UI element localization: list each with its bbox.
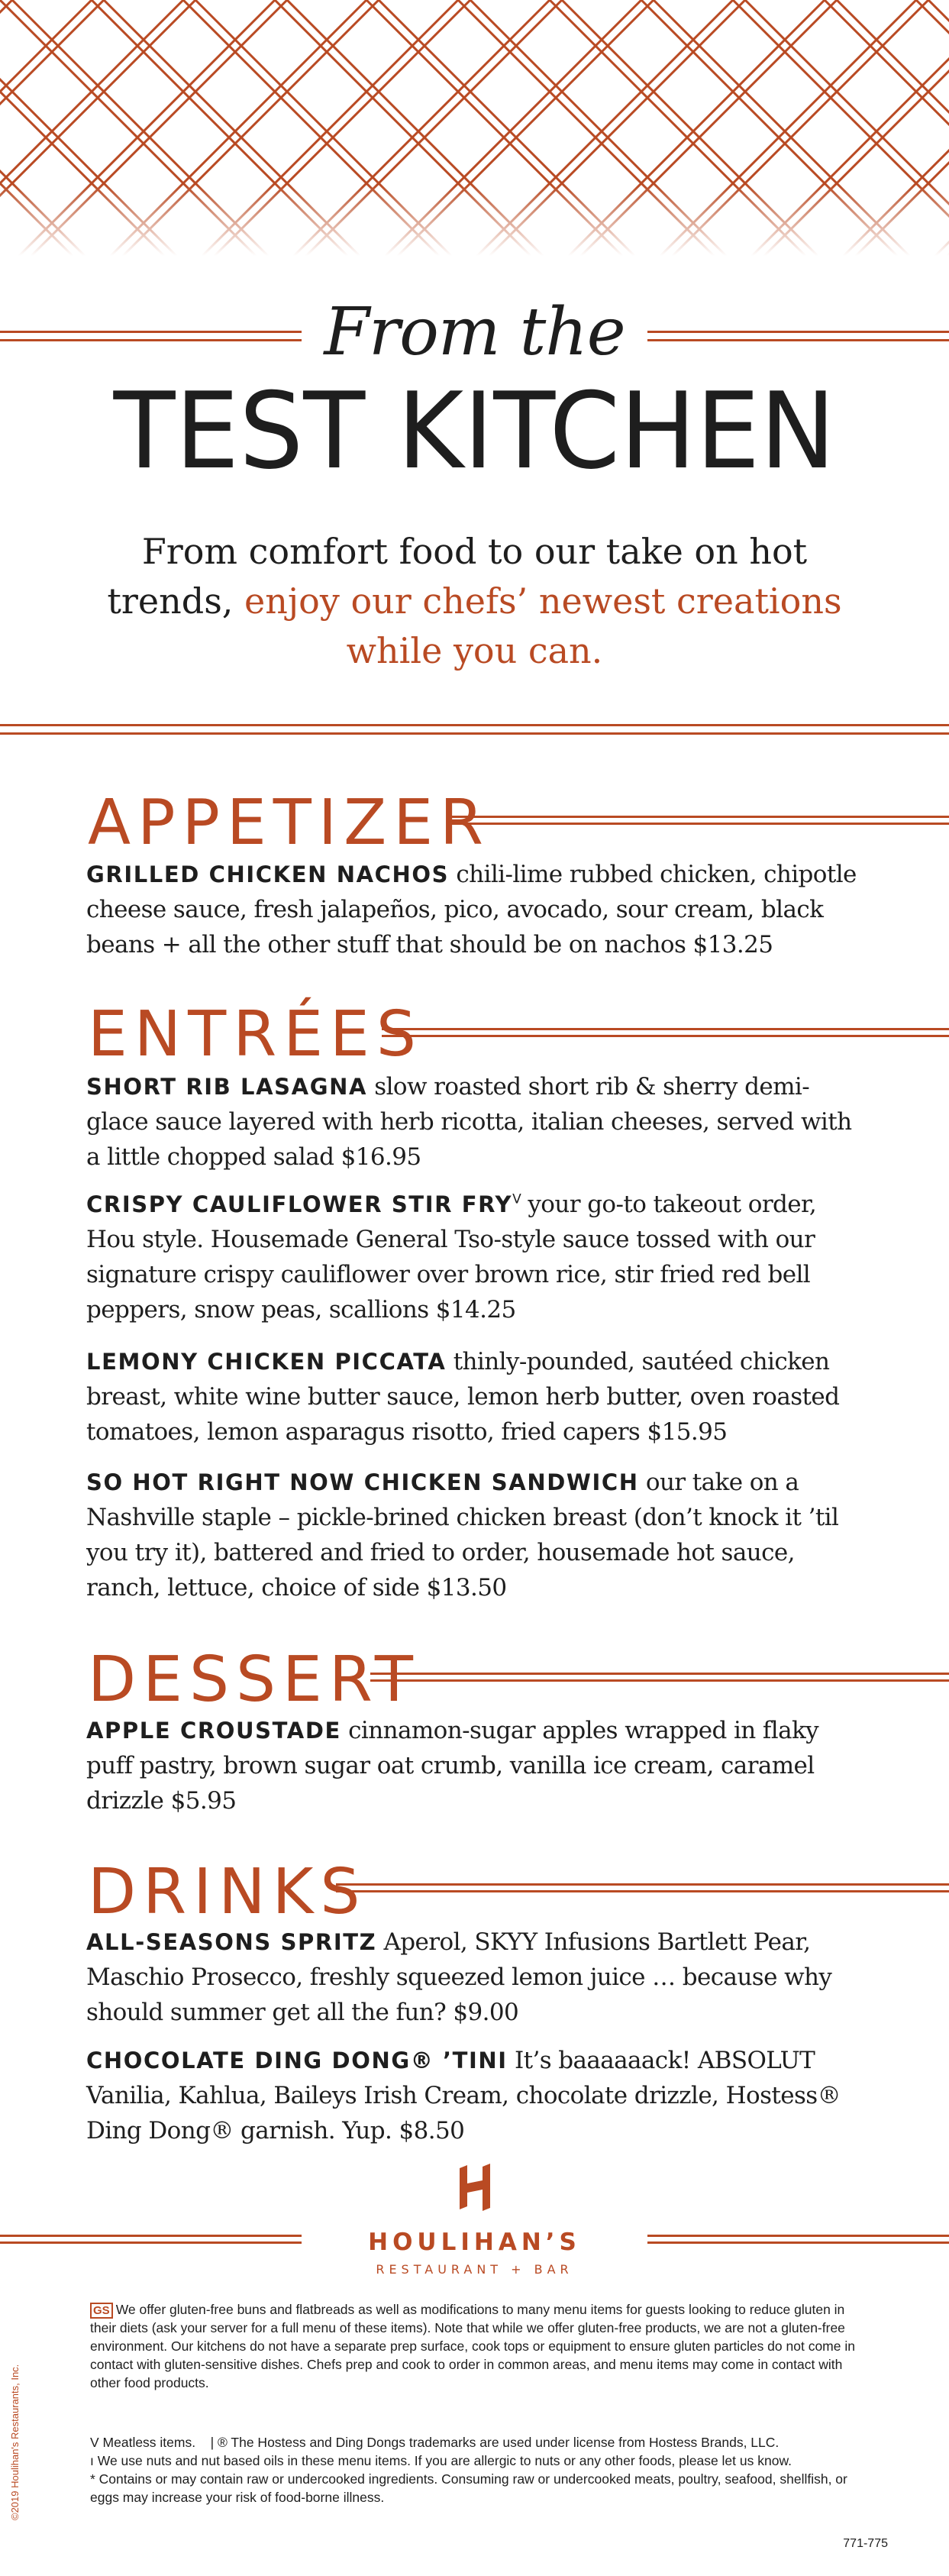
brand-name: HOULIHAN’S — [368, 2229, 581, 2256]
menu-item-price: $14.25 — [435, 1296, 516, 1324]
raw-note: * Contains or may contain raw or undercooked ingredients. Consuming raw or undercooked meats, poultry, seafood, shellfish, or eggs may increase your risk of food-borne illness. — [90, 2471, 847, 2505]
diamond-lattice-pattern — [0, 0, 949, 256]
menu-item — [86, 857, 869, 962]
menu-item-desc: your go-to takeout order, Hou style. Housemade General Tso-style sauce tossed with our signature crispy cauliflower over brown rice, stir fried red bell peppers, snow peas, scallions — [86, 1191, 817, 1324]
menu-item-desc: Aperol, SKYY Infusions Bartlett Pear, Maschio Prosecco, freshly squeezed lemon juice … because why should summer get all the fun? — [86, 1928, 832, 2026]
menu-item — [86, 2043, 869, 2148]
menu-item-name: GRILLED CHICKEN NACHOS — [86, 861, 450, 887]
menu-item-name: SO HOT RIGHT NOW CHICKEN SANDWICH — [86, 1469, 639, 1495]
gs-badge: GS — [90, 2303, 113, 2319]
menu-item-name: SHORT RIB LASAGNA — [86, 1074, 368, 1100]
intro-plain: From comfort food to our take on hot trends, — [107, 531, 808, 622]
header-intro — [76, 527, 873, 676]
trademark-note: | ® The Hostess and Ding Dongs trademarks are used under license from Hostess Brands, LLC. — [210, 2435, 780, 2450]
gluten-disclaimer — [90, 2300, 861, 2392]
gluten-note: We offer gluten-free buns and flatbreads as well as modifications to many menu items for guests looking to reduce gluten in their diets (ask your server for a full menu of these items). Note that while we offer gluten-free products, we are not a gluten-free environment. Our kitchens do not have a separate prep surface, cook tops or equipment to ensure gluten particles do not come in contact with gluten-sensitive dishes. Chefs prep and cook to order in common areas, and menu items may come in contact with other food products. — [90, 2302, 855, 2390]
menu-item-name: APPLE CROUSTADE — [86, 1718, 341, 1744]
menu-item — [86, 1344, 869, 1450]
copyright-text: ©2019 Houlihan's Restaurants, Inc. — [9, 2364, 21, 2520]
section-rule-dessert — [370, 1673, 949, 1682]
menu-item-desc: chili-lime rubbed chicken, chipotle cheese sauce, fresh jalapeños, pico, avocado, sour cream, black beans + all the other stuff that should be on nachos — [86, 861, 857, 958]
meatless-marker: V — [512, 1191, 521, 1207]
nuts-line — [90, 2452, 861, 2470]
menu-item — [86, 1713, 869, 1818]
menu-item-desc: slow roasted short rib & sherry demi-glace sauce layered with herb ricotta, italian cheeses, served with a little chopped salad — [86, 1073, 852, 1171]
menu-item — [86, 1925, 869, 2030]
menu-item — [86, 1187, 869, 1327]
menu-item-name: CRISPY CAULIFLOWER STIR FRY — [86, 1191, 513, 1217]
menu-item-price: $15.95 — [647, 1418, 728, 1446]
menu-item-price: $13.25 — [692, 931, 773, 958]
section-rule-drinks — [336, 1883, 949, 1892]
menu-item-name: CHOCOLATE DING DONG® ’TINI — [86, 2048, 508, 2073]
menu-item-desc: our take on a Nashville staple – pickle-brined chicken breast (don’t knock it ’til you try it), battered and fried to order, housemade hot sauce, ranch, lettuce, choice of side — [86, 1469, 839, 1602]
section-title-appetizer: APPETIZER — [88, 787, 491, 859]
menu-item-price: $16.95 — [341, 1143, 421, 1171]
nuts-marker: ı — [90, 2453, 94, 2468]
section-title-dessert: DESSERT — [88, 1644, 420, 1716]
menu-item-price: $13.50 — [426, 1574, 507, 1602]
meatless-trademark-line — [90, 2433, 861, 2452]
menu-item-price: $8.50 — [399, 2117, 465, 2145]
section-title-drinks: DRINKS — [88, 1856, 367, 1928]
section-title-entrees: ENTRÉES — [88, 998, 423, 1071]
menu-item-price: $9.00 — [453, 1999, 519, 2026]
menu-item — [86, 1465, 869, 1605]
menu-item-price: $5.95 — [170, 1787, 237, 1815]
section-rule-entrees — [382, 1028, 949, 1037]
header-from-the: From the — [324, 294, 625, 370]
menu-item-desc: cinnamon-sugar apples wrapped in flaky puff pastry, brown sugar oat crumb, vanilla ice cream, caramel drizzle — [86, 1717, 819, 1815]
header-bottom-rule — [0, 724, 949, 735]
menu-item-name: ALL-SEASONS SPRITZ — [86, 1929, 377, 1955]
menu-item-desc: thinly-pounded, sautéed chicken breast, white wine butter sauce, lemon herb butter, oven roasted tomatoes, lemon asparagus risotto, fried capers — [86, 1348, 840, 1446]
nuts-note: We use nuts and nut based oils in these menu items. If you are allergic to nuts or any other foods, please let us know. — [97, 2453, 792, 2468]
meatless-note: V Meatless items. — [90, 2435, 196, 2450]
menu-item-desc: It’s baaaaaack! ABSOLUT Vanilia, Kahlua, Baileys Irish Cream, chocolate drizzle, Hostess® Ding Dong® garnish. Yup. — [86, 2047, 841, 2145]
intro-accent: enjoy our chefs’ newest creations while you can. — [244, 580, 842, 671]
menu-item — [86, 1069, 869, 1175]
page-title: TEST KITCHEN — [113, 370, 836, 493]
menu-code: 771-775 — [843, 2537, 888, 2550]
houlihans-h-logo-icon — [452, 2164, 498, 2212]
section-rule-appetizer — [450, 816, 949, 825]
brand-tagline: RESTAURANT + BAR — [376, 2262, 573, 2277]
menu-item-name: LEMONY CHICKEN PICCATA — [86, 1349, 447, 1375]
